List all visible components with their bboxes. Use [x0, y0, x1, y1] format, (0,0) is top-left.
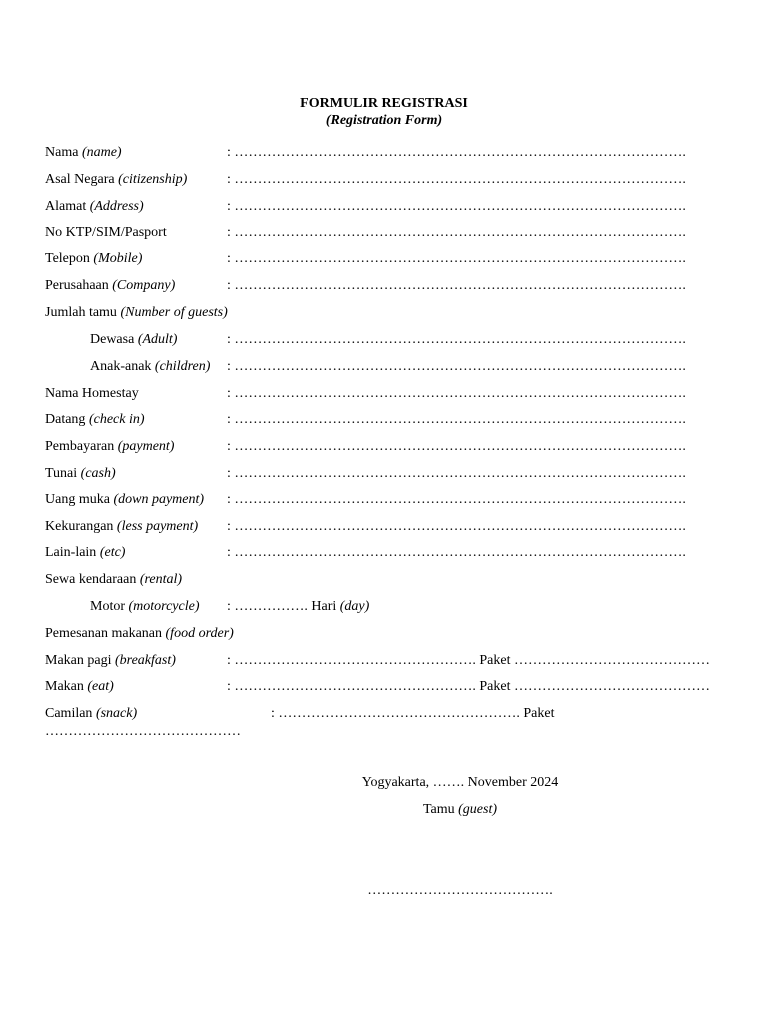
- field-row-name: [45, 143, 728, 163]
- down-payment-field[interactable]: : …………………………………………………………………………………….: [227, 492, 686, 507]
- homestay-field[interactable]: : …………………………………………………………………………………….: [227, 386, 686, 401]
- guest-signature-line[interactable]: ………………………………….: [367, 883, 553, 898]
- field-label: Perusahaan (Company): [45, 278, 176, 293]
- field-label: Dewasa (Adult): [90, 332, 178, 347]
- field-row-payment: [45, 437, 728, 457]
- payment-field[interactable]: : …………………………………………………………………………………….: [227, 439, 686, 454]
- company-field[interactable]: : …………………………………………………………………………………….: [227, 278, 686, 293]
- field-row-down-payment: [45, 490, 728, 510]
- name-field[interactable]: : …………………………………………………………………………………….: [227, 145, 686, 160]
- citizenship-field[interactable]: : …………………………………………………………………………………….: [227, 172, 686, 187]
- field-row-breakfast: [45, 651, 728, 671]
- field-row-guests-heading: [45, 303, 728, 323]
- field-label: Nama Homestay: [45, 386, 139, 401]
- adult-field[interactable]: : …………………………………………………………………………………….: [227, 332, 686, 347]
- field-label: Kekurangan (less payment): [45, 519, 199, 534]
- field-label: Motor (motorcycle): [90, 599, 200, 614]
- breakfast-field[interactable]: : ……………………………………………. Paket ……………………………………: [227, 653, 710, 668]
- section-label: Sewa kendaraan (rental): [45, 572, 183, 587]
- form-subtitle: (Registration Form): [325, 113, 443, 128]
- field-label: Uang muka (down payment): [45, 492, 205, 507]
- section-label: Pemesanan makanan (food order): [45, 626, 234, 641]
- children-field[interactable]: : …………………………………………………………………………………….: [227, 359, 686, 374]
- field-row-children: [45, 357, 728, 377]
- address-field[interactable]: : …………………………………………………………………………………….: [227, 199, 686, 214]
- id-number-field[interactable]: : …………………………………………………………………………………….: [227, 225, 686, 240]
- field-row-adult: [45, 330, 728, 350]
- field-row-snack: [45, 704, 728, 724]
- field-label: Makan pagi (breakfast): [45, 653, 176, 668]
- check-in-field[interactable]: : …………………………………………………………………………………….: [227, 412, 686, 427]
- field-row-cash: [45, 464, 728, 484]
- field-label: Telepon (Mobile): [45, 251, 143, 266]
- motorcycle-days-field[interactable]: : ……………. Hari (day): [227, 599, 370, 614]
- field-row-mobile: [45, 249, 728, 269]
- field-label: Makan (eat): [45, 679, 114, 694]
- field-row-id-number: [45, 223, 728, 243]
- field-row-company: [45, 276, 728, 296]
- field-row-citizenship: [45, 170, 728, 190]
- field-label: Nama (name): [45, 145, 122, 160]
- field-row-food-order-heading: [45, 624, 728, 644]
- field-row-motorcycle: [45, 597, 728, 617]
- field-label: Alamat (Address): [45, 199, 144, 214]
- field-label: No KTP/SIM/Pasport: [45, 225, 167, 240]
- field-label: Pembayaran (payment): [45, 439, 175, 454]
- place-date: Yogyakarta, ……. November 2024: [361, 775, 559, 790]
- snack-field[interactable]: : ……………………………………………. Paket: [271, 706, 555, 721]
- field-label: Camilan (snack): [45, 706, 138, 721]
- field-row-address: [45, 197, 728, 217]
- section-label: Jumlah tamu (Number of guests): [45, 305, 228, 320]
- field-label: Tunai (cash): [45, 466, 116, 481]
- field-row-rental-heading: [45, 570, 728, 590]
- field-label: Lain-lain (etc): [45, 545, 126, 560]
- field-row-etc: [45, 543, 728, 563]
- field-label: Anak-anak (children): [90, 359, 211, 374]
- form-title: FORMULIR REGISTRASI: [300, 96, 468, 111]
- field-label: Asal Negara (citizenship): [45, 172, 188, 187]
- less-payment-field[interactable]: : …………………………………………………………………………………….: [227, 519, 686, 534]
- form-header: [0, 96, 768, 129]
- etc-field[interactable]: : …………………………………………………………………………………….: [227, 545, 686, 560]
- field-row-check-in: [45, 410, 728, 430]
- field-row-less-payment: [45, 517, 728, 537]
- mobile-field[interactable]: : …………………………………………………………………………………….: [227, 251, 686, 266]
- field-row-homestay: [45, 384, 728, 404]
- field-row-eat: [45, 677, 728, 697]
- guest-signature-label: Tamu (guest): [422, 802, 498, 817]
- field-label: Datang (check in): [45, 412, 145, 427]
- eat-field[interactable]: : ……………………………………………. Paket ……………………………………: [227, 679, 710, 694]
- snack-package-continuation[interactable]: ……………………………………: [45, 724, 241, 739]
- cash-field[interactable]: : …………………………………………………………………………………….: [227, 466, 686, 481]
